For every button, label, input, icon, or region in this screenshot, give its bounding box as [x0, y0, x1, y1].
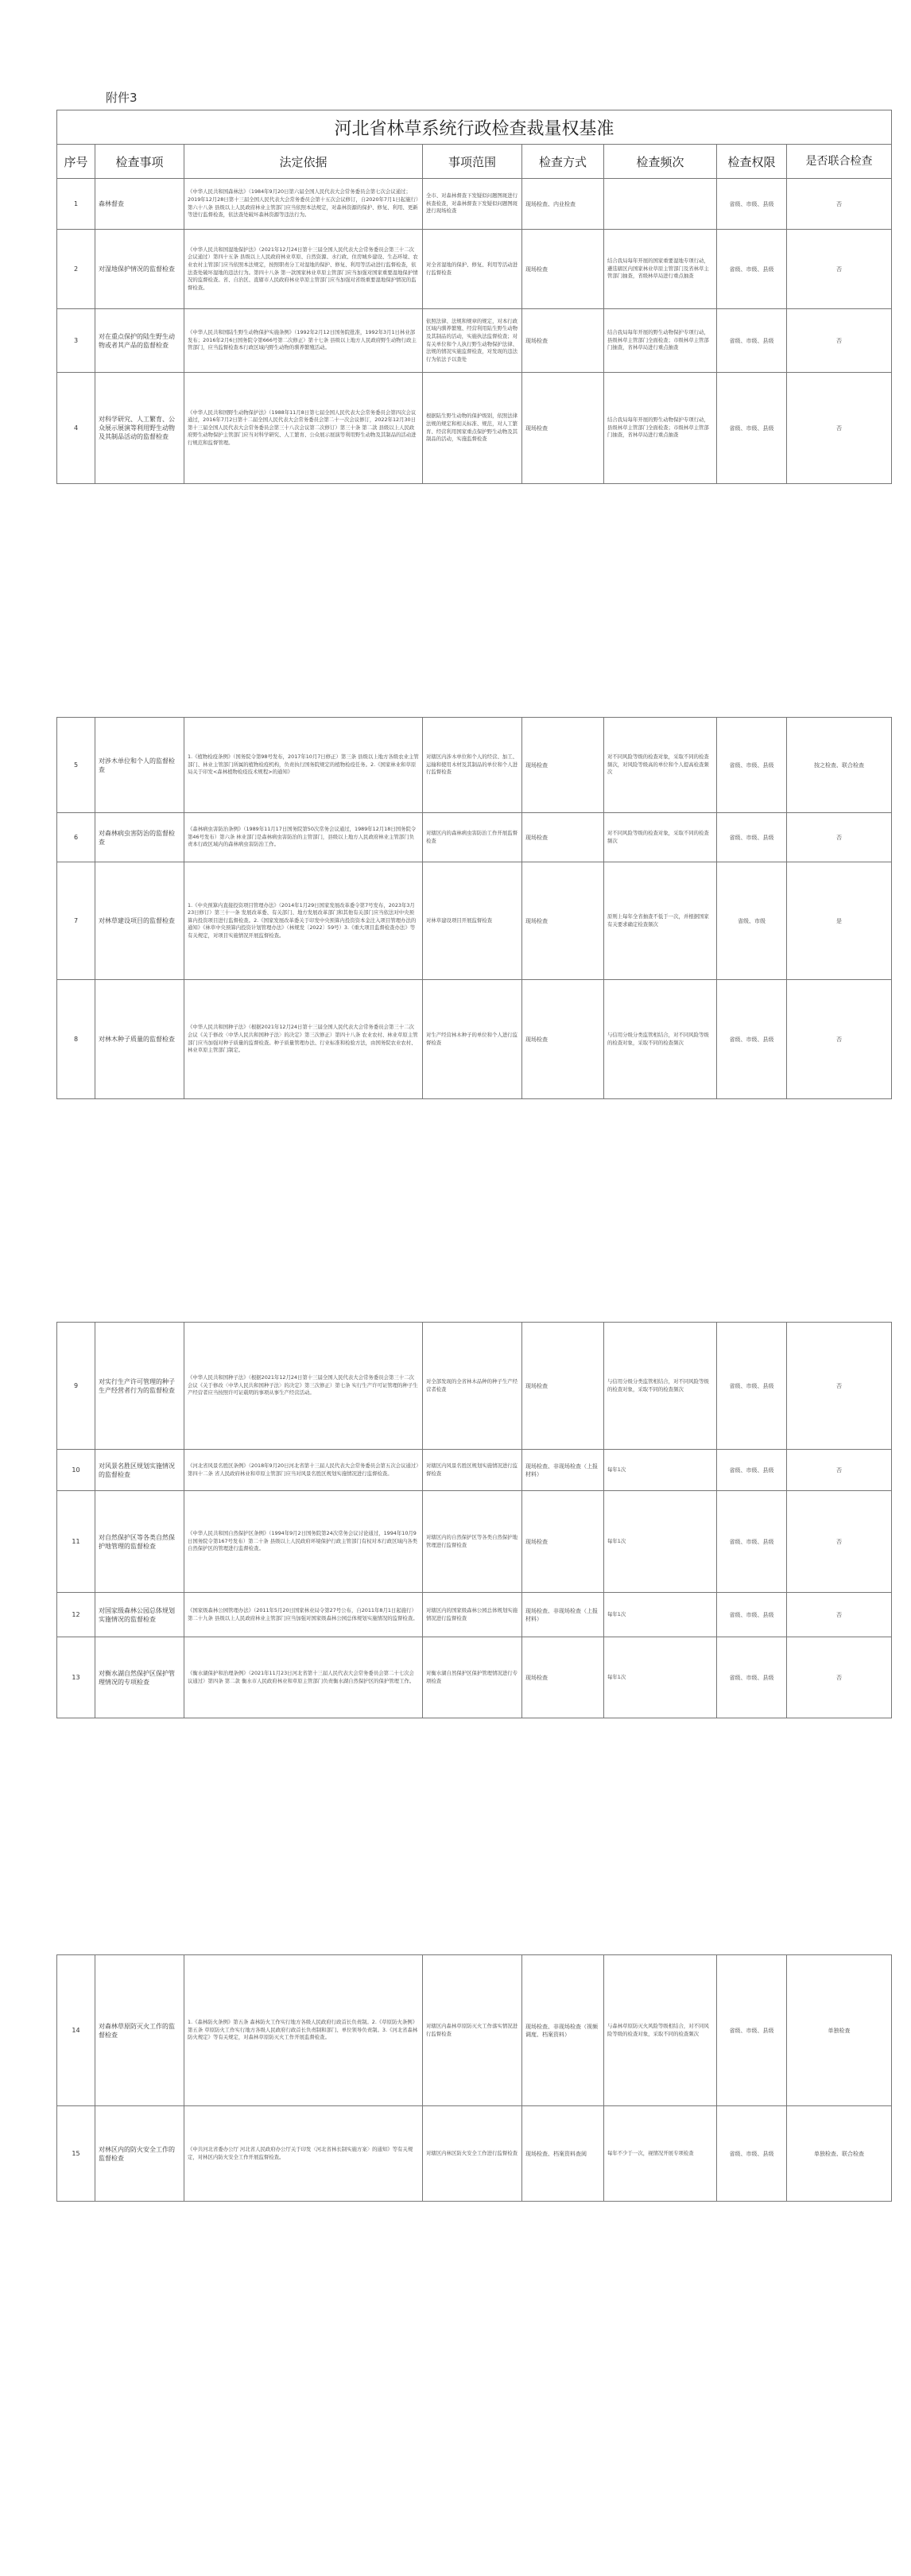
cell-auth: 省级、市级、县级: [717, 1450, 787, 1491]
cell-freq: 与信用分级分类监管相结合，对不同风险等级的检查对象，采取不同的检查频次: [604, 1323, 717, 1450]
cell-method: 现场检查: [522, 718, 604, 813]
cell-item: 对国家级森林公园总体规划实施情况的监督检查: [95, 1593, 184, 1637]
cell-basis: 1.《植物检疫条例》（国务院令第98号发布，2017年10月7日修正）第三条 县级以上地方各级农业主管部门、林业主管部门所属的植物检疫机构，负责执行国务院规定的植物检疫任务。2.《国家林业和草原局关于印发<森林植物检疫技术规程>的通知》: [184, 718, 423, 813]
cell-item: 对衡水湖自然保护区保护管理情况的专项检查: [95, 1637, 184, 1718]
cell-auth: 省级、市级、县级: [717, 179, 787, 230]
cell-basis: 《中华人民共和国森林法》（1984年9月20日第六届全国人民代表大会常务委员会第七次会议通过；2019年12月28日第十三届全国人民代表大会常务委员会第十五次会议修订，自2020年7月1日起施行）第六十八条 县级以上人民政府林业主管部门应当依照本法规定，对森林资源的保护、修复、利用、更新等进行监督检查，依法查处破坏森林资源等违法行为。: [184, 179, 423, 230]
header-joint: 是否联合检查: [787, 145, 892, 179]
cell-freq: 与信用分级分类监管相结合，对不同风险等级的检查对象，采取不同的检查频次: [604, 980, 717, 1099]
cell-joint: 否: [787, 373, 892, 484]
table-row: [57, 718, 892, 813]
cell-freq: 对不同风险等级的检查对象，采取不同的检查频次，对风险等级高的单位和个人提高检查频次: [604, 718, 717, 813]
cell-no: 4: [57, 373, 95, 484]
cell-auth: 省级、市级、县级: [717, 813, 787, 862]
cell-freq: 结合我局每年开展的国家重要湿地专项行动，遴选辖区内国家林业草原主管部门及省林草主管部门抽查，省级林草局进行重点抽查: [604, 230, 717, 309]
cell-no: 2: [57, 230, 95, 309]
cell-method: 现场检查、内业检查: [522, 179, 604, 230]
cell-no: 5: [57, 718, 95, 813]
cell-item: 对科学研究、人工繁育、公众展示展演等利用野生动物及其制品活动的监督检查: [95, 373, 184, 484]
cell-basis: 1.《中央预算内直接投资项目管理办法》（2014年1月29日国家发展改革委令第7号发布，2023年3月23日修订）第三十一条 发展改革委、有关部门、地方发展改革部门和其他有关部门应当依法对中央预算内投资项目进行监督检查。2.《国家发展改革委关于印发中央预算内投资资本金注入项目管理办法的通知》《林草中央预算内投资计划管理办法》（林规发〔2022〕59号）3.《重大项目监督检查办法》等有关规定，对项目实施情况开展监督检查。: [184, 862, 423, 980]
cell-item: 对实行生产许可管理的种子生产经营者行为的监督检查: [95, 1323, 184, 1450]
standards-table-page-2: [56, 717, 892, 1099]
cell-no: 10: [57, 1450, 95, 1491]
cell-freq: 每年1次: [604, 1637, 717, 1718]
cell-method: 现场检查: [522, 373, 604, 484]
cell-item: 对森林草原防灭火工作的监督检查: [95, 1955, 184, 2106]
cell-scope: 对辖区内森林草原防灭火工作落实情况进行监督检查: [423, 1955, 522, 2106]
cell-item: 对林区内的防火安全工作的监督检查: [95, 2106, 184, 2202]
cell-auth: 省级、市级、县级: [717, 1955, 787, 2106]
cell-item: 对自然保护区等各类自然保护地管理的监督检查: [95, 1491, 184, 1593]
cell-scope: 对林草建设项目开展监督检查: [423, 862, 522, 980]
cell-no: 15: [57, 2106, 95, 2202]
cell-method: 现场检查: [522, 862, 604, 980]
cell-freq: 对不同风险等级的检查对象，采取不同的检查频次: [604, 813, 717, 862]
cell-item: 对森林病虫害防治的监督检查: [95, 813, 184, 862]
table-row: [57, 1593, 892, 1637]
cell-scope: 对辖区内的自然保护区等各类自然保护地管理进行监督检查: [423, 1491, 522, 1593]
cell-basis: 《河北省风景名胜区条例》（2018年9月20日河北省第十三届人民代表大会常务委员会第五次会议通过）第四十二条 省人民政府林业和草原主管部门应当对风景名胜区规划实施情况进行监督检查。: [184, 1450, 423, 1491]
cell-no: 7: [57, 862, 95, 980]
cell-basis: 《中华人民共和国自然保护区条例》（1994年9月2日国务院第24次常务会议讨论通过，1994年10月9日国务院令第167号发布）第二十条 县级以上人民政府环境保护行政主管部门有权对本行政区域内各类自然保护区的管理进行监督检查。: [184, 1491, 423, 1593]
table-row: [57, 2106, 892, 2202]
table-row: [57, 179, 892, 230]
cell-freq: 每年不少于一次，视情况开展专项检查: [604, 2106, 717, 2202]
cell-basis: 《国家级森林公园管理办法》（2011年5月20日国家林业局令第27号公布，自2011年8月1日起施行）第二十九条 县级以上人民政府林业主管部门应当加强对国家级森林公园总体规划实施情况的监督检查。: [184, 1593, 423, 1637]
cell-scope: 对全省湿地的保护、修复、利用等活动进行监督检查: [423, 230, 522, 309]
cell-no: 13: [57, 1637, 95, 1718]
cell-scope: 对辖区内林区防火安全工作进行监督检查: [423, 2106, 522, 2202]
cell-item: 对湿地保护情况的监督检查: [95, 230, 184, 309]
table-row: [57, 1955, 892, 2106]
cell-freq: 与森林草原防灭火风险等级相结合，对不同风险等级的检查对象，采取不同的检查频次: [604, 1955, 717, 2106]
header-item: 检查事项: [95, 145, 184, 179]
standards-table-page-1: [56, 110, 892, 484]
table-row: [57, 862, 892, 980]
cell-joint: 单独检查、联合检查: [787, 2106, 892, 2202]
cell-freq: 结合我局每年开展的野生动物保护专项行动，县级林草主管部门全面检查；市级林草主管部门抽查，省林草局进行重点抽查: [604, 373, 717, 484]
cell-method: 现场检查: [522, 980, 604, 1099]
cell-scope: 对全部发现的全省林木品种的种子生产经营者检查: [423, 1323, 522, 1450]
header-freq: 检查频次: [604, 145, 717, 179]
table-row: [57, 309, 892, 373]
page-title: 河北省林草系统行政检查裁量权基准: [57, 110, 892, 145]
cell-auth: 省级、市级、县级: [717, 980, 787, 1099]
cell-no: 11: [57, 1491, 95, 1593]
cell-joint: 单独检查: [787, 1955, 892, 2106]
cell-method: 现场检查: [522, 813, 604, 862]
cell-item: 对在重点保护的陆生野生动物或者其产品的监督检查: [95, 309, 184, 373]
cell-freq: 原则上每年全省抽查不低于一次，并根据国家有关要求确定检查频次: [604, 862, 717, 980]
cell-item: 对林草建设项目的监督检查: [95, 862, 184, 980]
cell-item: 森林督查: [95, 179, 184, 230]
header-scope: 事项范围: [423, 145, 522, 179]
cell-method: 现场检查: [522, 1491, 604, 1593]
cell-freq: [604, 179, 717, 230]
table-row: [57, 373, 892, 484]
cell-scope: 对辖区内的森林病虫害防治工作开展监督检查: [423, 813, 522, 862]
cell-scope: 对生产经营林木种子的单位和个人进行监督检查: [423, 980, 522, 1099]
cell-auth: 省级、市级、县级: [717, 718, 787, 813]
cell-item: 对风景名胜区规划实施情况的监督检查: [95, 1450, 184, 1491]
cell-method: 现场检查: [522, 1323, 604, 1450]
cell-auth: 省级、市级、县级: [717, 230, 787, 309]
cell-joint: 否: [787, 813, 892, 862]
cell-auth: 省级、市级、县级: [717, 309, 787, 373]
attachment-label: 附件3: [106, 91, 138, 105]
cell-freq: 每年1次: [604, 1593, 717, 1637]
standards-table-page-3: [56, 1322, 892, 1718]
cell-scope: 对衡水湖自然保护区保护管理情况进行专项检查: [423, 1637, 522, 1718]
table-row: [57, 1491, 892, 1593]
cell-joint: 否: [787, 1450, 892, 1491]
cell-no: 3: [57, 309, 95, 373]
cell-method: 现场检查、非现场检查（上报材料）: [522, 1450, 604, 1491]
cell-freq: 结合我局每年开展的野生动物保护专项行动，县级林草主管部门全面检查；市级林草主管部门抽查，省林草局进行重点抽查: [604, 309, 717, 373]
table-header-row: [57, 145, 892, 179]
header-method: 检查方式: [522, 145, 604, 179]
cell-joint: 否: [787, 179, 892, 230]
cell-no: 6: [57, 813, 95, 862]
cell-basis: 《中华人民共和国种子法》（根据2021年12月24日第十三届全国人民代表大会常务委员会第三十二次会议《关于修改〈中华人民共和国种子法〉的决定》第三次修正）第四十八条 农业农村、林业草原主管部门应当加强对种子质量的监督检查。种子质量管理办法、行业标准和检验方法，由国务院农业农村、林业草原主管部门制定。: [184, 980, 423, 1099]
header-basis: 法定依据: [184, 145, 423, 179]
cell-auth: 省级、市级、县级: [717, 1491, 787, 1593]
cell-scope: 根据陆生野生动物的保护级别，依照法律法规的规定和相关标准、规范，对人工繁育、经营利用国家重点保护野生动物及其制品的活动，实施监督检查: [423, 373, 522, 484]
cell-no: 9: [57, 1323, 95, 1450]
cell-method: 现场检查: [522, 1637, 604, 1718]
header-no: 序号: [57, 145, 95, 179]
cell-scope: 对辖区内风景名胜区规划实施情况进行监督检查: [423, 1450, 522, 1491]
cell-method: 现场检查: [522, 309, 604, 373]
cell-method: 现场检查、非现场检查（上报材料）: [522, 1593, 604, 1637]
cell-auth: 省级、市级: [717, 862, 787, 980]
cell-scope: 全市、对森林督查下发疑似问题图斑进行核查检查，对森林督查下发疑似问题图斑进行现场检查: [423, 179, 522, 230]
cell-basis: 《森林病虫害防治条例》（1989年11月17日国务院第50次常务会议通过，1989年12月18日国务院令第46号发布）第六条 林业部门是森林病虫害防治的主管部门，县级以上地方人民政府林业主管部门负责本行政区域内的森林病虫害防治工作。: [184, 813, 423, 862]
cell-joint: 是: [787, 862, 892, 980]
cell-auth: 省级、市级、县级: [717, 2106, 787, 2202]
standards-table-page-4: [56, 1954, 892, 2202]
cell-freq: 每年1次: [604, 1450, 717, 1491]
cell-method: 现场检查: [522, 230, 604, 309]
cell-auth: 省级、市级、县级: [717, 373, 787, 484]
cell-basis: 《中华人民共和国种子法》（根据2021年12月24日第十三届全国人民代表大会常务委员会第三十二次会议《关于修改〈中华人民共和国种子法〉的决定》第三次修正）第七条 实行生产许可证管理的种子生产经营者应当按照许可证载明的事项从事生产经营活动。: [184, 1323, 423, 1450]
table-row: [57, 230, 892, 309]
table-row: [57, 1637, 892, 1718]
header-auth: 检查权限: [717, 145, 787, 179]
cell-joint: 否: [787, 1323, 892, 1450]
cell-method: 现场检查、档案资料查阅: [522, 2106, 604, 2202]
table-row: [57, 1323, 892, 1450]
cell-joint: 否: [787, 309, 892, 373]
cell-item: 对涉木单位和个人的监督检查: [95, 718, 184, 813]
cell-joint: 否: [787, 1593, 892, 1637]
cell-basis: 1.《森林防火条例》第五条 森林防火工作实行地方各级人民政府行政首长负责制。2.《草原防火条例》第五条 草原防火工作实行地方各级人民政府行政首长负责制和部门、单位领导负责制。3.《河北省森林防火规定》等有关规定，对森林草原防灭火工作开展监督检查。: [184, 1955, 423, 2106]
cell-basis: 《中华人民共和国湿地保护法》（2021年12月24日第十三届全国人民代表大会常务委员会第三十二次会议通过）第四十五条 县级以上人民政府林业草原、自然资源、水行政、住房城乡建设、生态环境、农业农村主管部门应当依照本法规定，按照职责分工对湿地的保护、修复、利用等活动进行监督检查，依法查处破坏湿地的违法行为。第四十八条 第一款国家林业草原主管部门应当加强对国家重要湿地保护情况的监督检查。省、自治区、直辖市人民政府林业草原主管部门应当加强对省级重要湿地保护情况的监督检查。: [184, 230, 423, 309]
cell-joint: 否: [787, 980, 892, 1099]
cell-joint: 否: [787, 230, 892, 309]
table-row: [57, 813, 892, 862]
table-row: [57, 980, 892, 1099]
cell-joint: 否: [787, 1637, 892, 1718]
table-row: [57, 1450, 892, 1491]
cell-basis: 《中华人民共和国陆生野生动物保护实施条例》（1992年2月12日国务院批准，1992年3月1日林业部发布；2016年2月6日国务院令第666号第二次修正）第十七条 县级以上地方人民政府野生动物行政主管部门，应当监督检查本行政区域内野生动物的驯养繁殖活动。: [184, 309, 423, 373]
cell-no: 12: [57, 1593, 95, 1637]
cell-auth: 省级、市级、县级: [717, 1637, 787, 1718]
cell-joint: 否: [787, 1491, 892, 1593]
cell-basis: 《中华人民共和国野生动物保护法》（1988年11月8日第七届全国人民代表大会常务委员会第四次会议通过，2016年7月2日第十二届全国人民代表大会常务委员会第二十一次会议修订，2022年12月30日第十三届全国人民代表大会常务委员会第三十八次会议第二次修订）第三十条 第二款 县级以上人民政府野生动物保护主管部门应当对科学研究、人工繁育、公众展示展演等利用野生动物及其制品的活动进行规范和监督管理。: [184, 373, 423, 484]
cell-no: 14: [57, 1955, 95, 2106]
cell-auth: 省级、市级、县级: [717, 1323, 787, 1450]
cell-scope: 对辖区内涉木单位和个人的经营、加工、运输和使用木材及其制品的单位和个人进行监督检查: [423, 718, 522, 813]
cell-freq: 每年1次: [604, 1491, 717, 1593]
cell-auth: 省级、市级、县级: [717, 1593, 787, 1637]
cell-no: 8: [57, 980, 95, 1099]
cell-scope: 对辖区内的国家级森林公园总体规划实施情况进行监督检查: [423, 1593, 522, 1637]
cell-basis: 《衡水湖保护和治理条例》（2021年11月23日河北省第十三届人民代表大会常务委员会第二十七次会议通过）第四条 第二款 衡水市人民政府林业和草原主管部门负责衡水湖自然保护区的保护管理工作。: [184, 1637, 423, 1718]
cell-method: 现场检查、非现场检查（视频调度、档案资料）: [522, 1955, 604, 2106]
cell-no: 1: [57, 179, 95, 230]
cell-item: 对林木种子质量的监督检查: [95, 980, 184, 1099]
cell-basis: 《中共河北省委办公厅 河北省人民政府办公厅关于印发〈河北省林长制实施方案〉的通知》等有关规定，对林区内防火安全工作开展监督检查。: [184, 2106, 423, 2202]
cell-scope: 依照法律、法规和规章的规定，对本行政区域内驯养繁殖、经营利用陆生野生动物及其制品的活动，实施执法监督检查；对有关单位和个人执行野生动物保护法律、法规的情况实施监督检查，对发现的违法行为依法予以查处: [423, 309, 522, 373]
cell-joint: 按之检查、联合检查: [787, 718, 892, 813]
